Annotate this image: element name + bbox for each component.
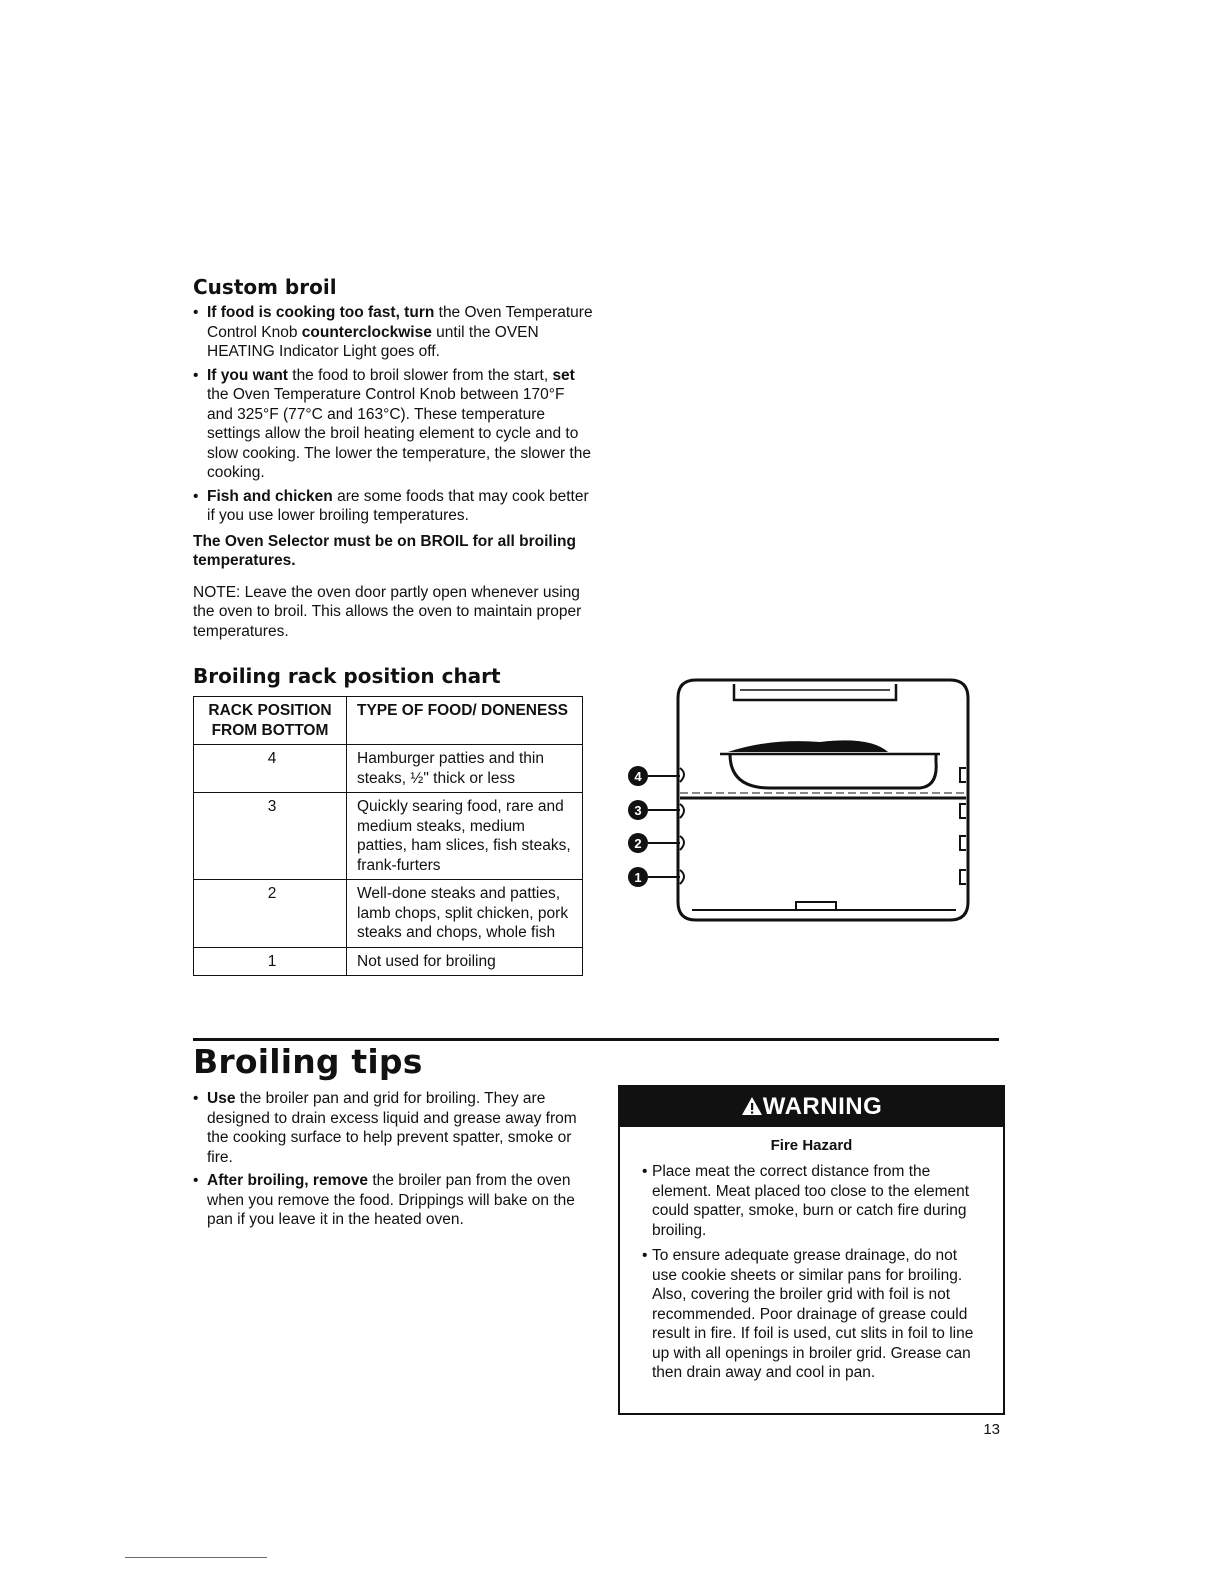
food-type-cell: Not used for broiling — [347, 947, 583, 976]
broiling-tips-section — [193, 1042, 588, 1234]
bake-element-bracket — [796, 902, 836, 910]
broiler-pan — [730, 754, 936, 788]
rack-marker-2 — [628, 833, 680, 853]
broil-element — [734, 684, 896, 700]
rack-marker-label: 1 — [634, 870, 642, 885]
food-type-cell: Quickly searing food, rare and medium steaks, medium patties, ham slices, fish steaks, frank-furters — [347, 793, 583, 880]
broil-selector-note: The Oven Selector must be on BROIL for all broiling temperatures. — [193, 532, 576, 569]
rack-position-cell: 3 — [194, 793, 347, 880]
rack-position-cell: 4 — [194, 745, 347, 793]
column-header-food: TYPE OF FOOD/ DONENESS — [347, 697, 583, 745]
list-item: • If you want the food to broil slower from the start, set the Oven Temperature Control Knob between 170°F and 325°F (77°C and 163°C). These temperature settings allow the broil heating element to cycle and to slow cooking. The lower the temperature, the slower the cooking. — [193, 366, 593, 483]
warning-box — [618, 1085, 1005, 1415]
column-header-position: RACK POSITION FROM BOTTOM — [194, 697, 347, 745]
section-divider — [193, 1038, 999, 1041]
warning-header — [620, 1087, 1003, 1127]
rack-marker-label: 2 — [634, 836, 642, 851]
rack-marker-1 — [628, 867, 680, 887]
warning-title: WARNING — [762, 1093, 883, 1120]
list-item: • Place meat the correct distance from the element. Meat placed too close to the element could spatter, smoke, burn or catch fire during broiling. — [642, 1162, 981, 1240]
table-row — [194, 947, 583, 976]
rack-position-cell: 2 — [194, 880, 347, 948]
custom-broil-heading: Custom broil — [193, 275, 337, 299]
rack-support-left-1 — [680, 870, 684, 884]
oven-door-note: NOTE: Leave the oven door partly open whenever using the oven to broil. This allows the oven to maintain proper temperatures. — [193, 583, 582, 640]
table-row — [194, 745, 583, 793]
list-item: • If food is cooking too fast, turn the Oven Temperature Control Knob counterclockwise until the OVEN HEATING Indicator Light goes off. — [193, 303, 593, 362]
rack-marker-label: 4 — [634, 769, 642, 784]
food-type-cell: Hamburger patties and thin steaks, ½" thick or less — [347, 745, 583, 793]
rack-position-cell: 1 — [194, 947, 347, 976]
warning-subtitle: Fire Hazard — [770, 1137, 853, 1154]
broiling-tips-heading: Broiling tips — [193, 1042, 423, 1081]
list-item: • Use the broiler pan and grid for broiling. They are designed to drain excess liquid and grease away from the cooking surface to help prevent spatter, smoke or fire. — [193, 1089, 588, 1167]
list-item: • After broiling, remove the broiler pan from the oven when you remove the food. Drippings will bake on the pan if you leave it in the heated oven. — [193, 1171, 588, 1230]
warning-body — [620, 1162, 1003, 1399]
page-number: 13 — [983, 1421, 1000, 1438]
list-item: • Fish and chicken are some foods that may cook better if you use lower broiling temperatures. — [193, 487, 593, 526]
rack-marker-4 — [628, 766, 680, 786]
oven-rack-diagram — [620, 670, 980, 930]
food-on-grid — [728, 740, 888, 752]
list-item: • To ensure adequate grease drainage, do not use cookie sheets or similar pans for broiling. Also, covering the broiler grid with foil is not recommended. Poor drainage of grease could result in fire. If foil is used, cut slits in foil to line up with all openings in broiler grid. Grease can then drain away and cool in pan. — [642, 1246, 981, 1383]
rack-support-right-1 — [960, 870, 966, 884]
rack-support-right-2 — [960, 836, 966, 850]
food-type-cell: Well-done steaks and patties, lamb chops, split chicken, pork steaks and chops, whole fish — [347, 880, 583, 948]
rack-support-right-3 — [960, 804, 966, 818]
rack-chart-section — [193, 664, 583, 976]
rack-marker-3 — [628, 800, 680, 820]
table-row — [194, 880, 583, 948]
warning-list — [642, 1162, 981, 1383]
table-header-row — [194, 697, 583, 745]
custom-broil-section — [193, 275, 593, 641]
rack-support-left-4 — [680, 768, 684, 782]
scan-artifact-line — [125, 1557, 267, 1558]
rack-chart-heading: Broiling rack position chart — [193, 664, 501, 688]
warning-triangle-icon — [741, 1096, 763, 1116]
rack-support-left-2 — [680, 836, 684, 850]
oven-cavity-outline — [678, 680, 968, 920]
rack-position-table — [193, 696, 583, 976]
rack-support-right-4 — [960, 768, 966, 782]
rack-marker-label: 3 — [634, 803, 642, 818]
rack-support-left-3 — [680, 804, 684, 818]
broiling-tips-list — [193, 1089, 588, 1230]
table-row — [194, 793, 583, 880]
custom-broil-list — [193, 303, 593, 526]
